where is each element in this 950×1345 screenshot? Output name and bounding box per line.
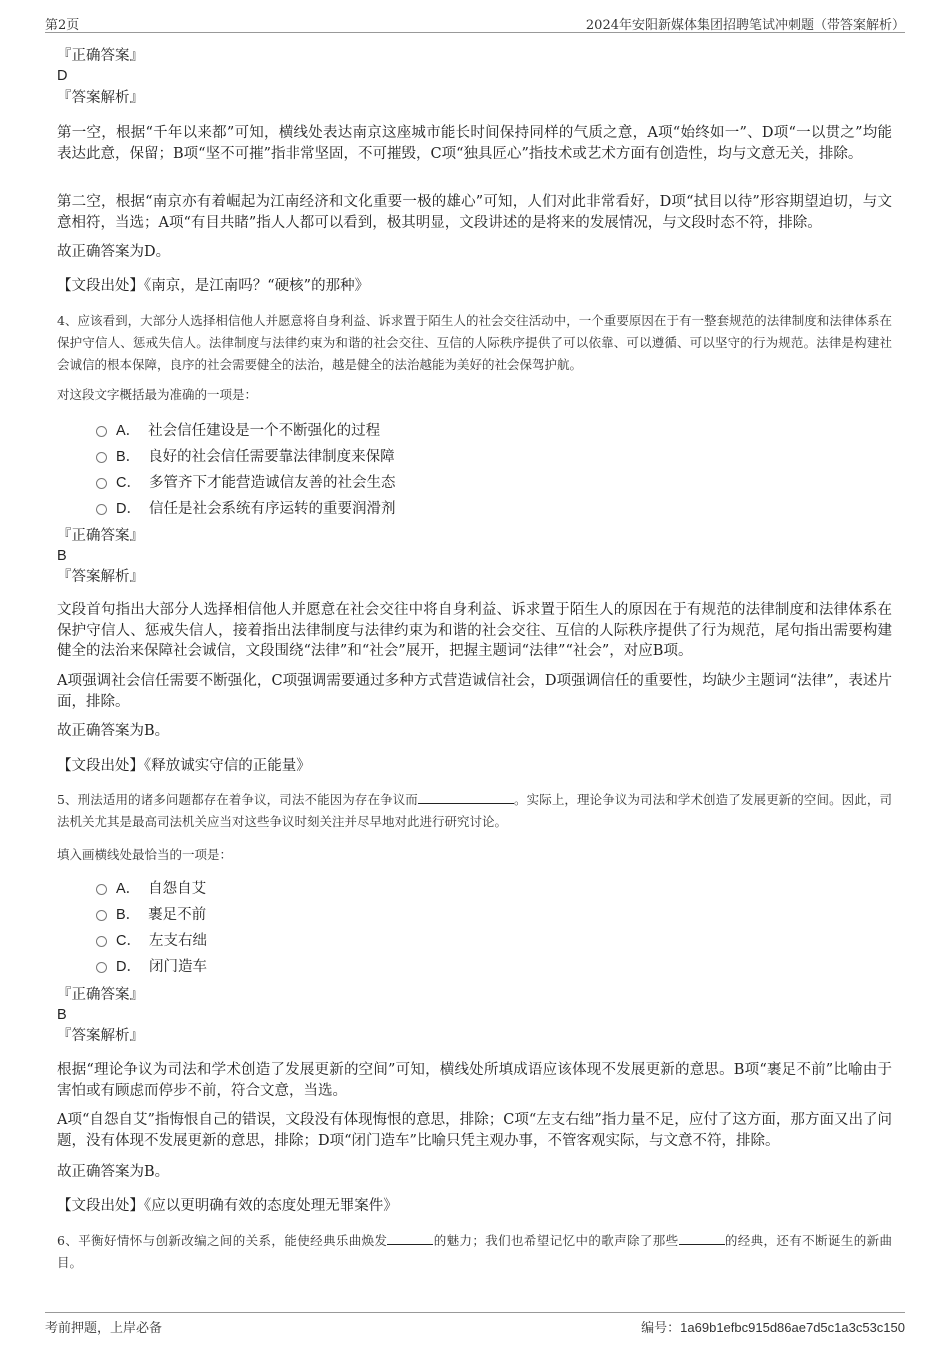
source-citation: 【文段出处】《释放诚实守信的正能量》 [57,758,311,774]
option-b[interactable]: B． 裹足不前 [96,904,206,926]
document-title: 2024年安阳新媒体集团招聘笔试冲刺题（带答案解析） [585,18,905,33]
fill-blank [418,791,514,804]
radio-button[interactable] [96,910,107,921]
source-citation: 【文段出处】《南京，是江南吗？“硬核”的那种》 [57,278,370,294]
radio-button[interactable] [96,478,107,489]
question-text: 4、应该看到，大部分人选择相信他人并愿意将自身利益、诉求置于陌生人的社会交往活动中，一个重要原因在于有一整套规范的法律制度和法律体系在保护守信人、惩戒失信人。法律制度与法律约束为和谐的社会交往、互信的人际秩序提供了可以依靠、可以遵循、可以坚守的行为规范。法律是构建社会诚信的根本保障，良序的社会需要健全的法治，越是健全的法治越能为美好的社会保驾护航。 [57,313,892,372]
analysis-paragraph: 第一空，根据“千年以来都”可知，横线处表达南京这座城市能长时间保持同样的气质之意，A项“始终如一”、D项“一以贯之”均能表达此意，保留；B项“坚不可摧”指非常坚固，不可摧毁，C项“独具匠心”指技术或艺术方面有创造性，均与文意无关，排除。 [57,125,892,162]
question-stem: 对这段文字概括最为准确的一项是： [57,387,258,402]
analysis-label: 『答案解析』 [57,1028,144,1044]
option-d[interactable]: D． 信任是社会系统有序运转的重要润滑剂 [96,498,395,520]
radio-button[interactable] [96,452,107,463]
analysis-conclusion: 故正确答案为B。 [57,723,170,739]
analysis-label: 『答案解析』 [57,90,144,106]
analysis-paragraph: 文段首句指出大部分人选择相信他人并愿意在社会交往中将自身利益、诉求置于陌生人的原因在于有规范的法律制度和法律体系在保护守信人、惩戒失信人，接着指出法律制度与法律约束为和谐的社会交往、互信的人际秩序提供了行为规范，尾句指出需要构建健全的法治来保障社会诚信，文段围绕“法律”和“社会”展开，把握主题词“法律”“社会”，对应B项。 [57,602,892,659]
question-stem: 填入画横线处最恰当的一项是： [57,847,233,862]
answer-value: B [57,548,67,564]
answer-label: 『正确答案』 [57,987,144,1003]
radio-button[interactable] [96,426,107,437]
analysis-paragraph: 根据“理论争议为司法和学术创造了发展更新的空间”可知，横线处所填成语应该体现不发展更新的意思。B项“裹足不前”比喻由于害怕或有顾虑而停步不前，符合文意，当选。 [57,1062,892,1099]
answer-value: D [57,68,68,84]
source-citation: 【文段出处】《应以更明确有效的态度处理无罪案件》 [57,1198,398,1214]
radio-button[interactable] [96,962,107,973]
page-number: 第2页 [45,18,80,33]
page-footer [45,1312,905,1337]
option-c[interactable]: C． 多管齐下才能营造诚信友善的社会生态 [96,472,395,494]
analysis-paragraph: A项“自怨自艾”指悔恨自己的错误，文段没有体现悔恨的意思，排除；C项“左支右绌”指力量不足，应付了这方面，那方面又出了问题，没有体现不发展更新的意思，排除；D项“闭门造车”比喻只凭主观办事，不管客观实际，与文意不符，排除。 [57,1112,892,1149]
fill-blank [387,1232,433,1245]
radio-button[interactable] [96,936,107,947]
fill-blank [679,1232,725,1245]
option-a[interactable]: A． 自怨自艾 [96,878,206,900]
analysis-paragraph: A项强调社会信任需要不断强化，C项强调需要通过多种方式营造诚信社会，D项强调信任的重要性，均缺少主题词“法律”，表述片面，排除。 [57,673,892,710]
analysis-paragraph: 第二空，根据“南京亦有着崛起为江南经济和文化重要一极的雄心”可知，人们对此非常看好，D项“拭目以待”形容期望迫切，与文意相符，当选；A项“有目共睹”指人人都可以看到，极其明显，文段讲述的是将来的发展情况，与文段时态不符，排除。 [57,194,892,231]
option-a[interactable]: A． 社会信任建设是一个不断强化的过程 [96,420,380,442]
answer-label: 『正确答案』 [57,48,144,64]
footer-slogan: 考前押题，上岸必备 [45,1321,163,1336]
option-c[interactable]: C． 左支右绌 [96,930,207,952]
analysis-label: 『答案解析』 [57,569,144,585]
analysis-conclusion: 故正确答案为D。 [57,244,171,260]
radio-button[interactable] [96,884,107,895]
option-b[interactable]: B． 良好的社会信任需要靠法律制度来保障 [96,446,395,468]
question-text: 5、刑法适用的诸多问题都存在着争议，司法不能因为存在争议而 。实际上，理论争议为司法和学术创造了发展更新的空间。因此，司法机关尤其是最高司法机关应当对这些争议时刻关注并尽早地对此进行研究讨论。 [57,792,892,829]
option-d[interactable]: D． 闭门造车 [96,956,207,978]
analysis-conclusion: 故正确答案为B。 [57,1164,170,1180]
answer-value: B [57,1007,67,1023]
page-header [45,12,905,33]
document-code: 编号：1a69b1efbc915d86ae7d5c1a3c53c150 [641,1320,905,1336]
answer-label: 『正确答案』 [57,528,144,544]
radio-button[interactable] [96,504,107,515]
question-text: 6、平衡好情怀与创新改编之间的关系，能使经典乐曲焕发 的魅力；我们也希望记忆中的歌声除了那些 的经典，还有不断诞生的新曲目。 [57,1233,892,1270]
